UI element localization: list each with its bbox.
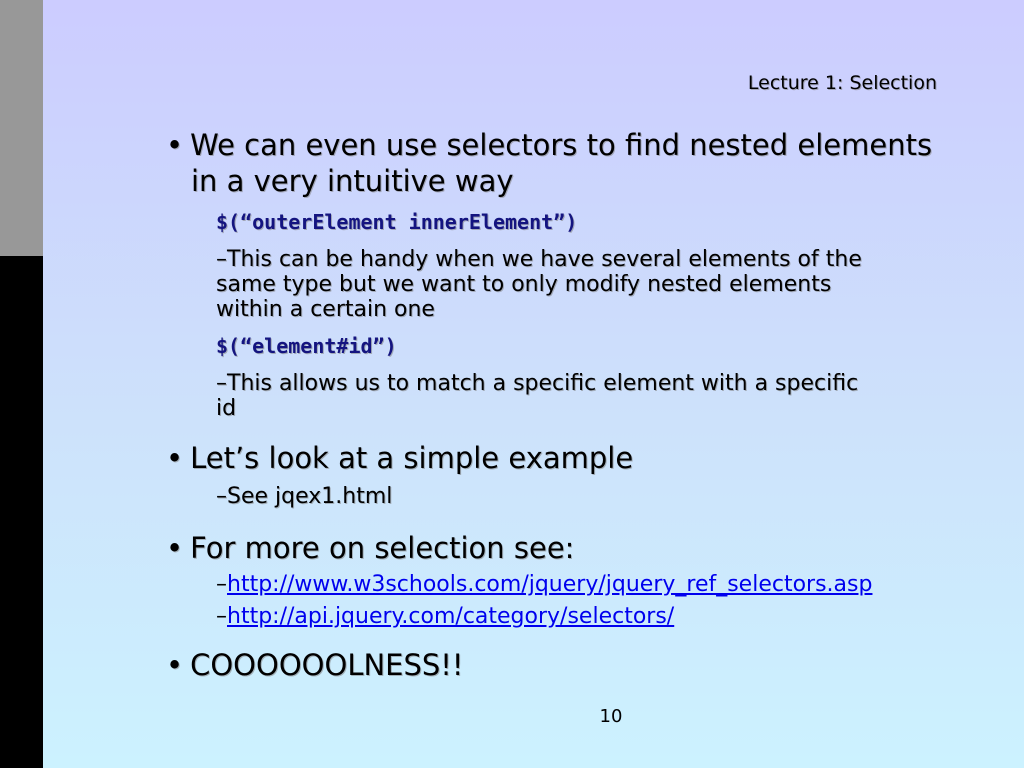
sub-bullet-line: –This allows us to match a specific element with a specific <box>216 371 859 396</box>
left-bar-black <box>0 256 43 768</box>
bullet-simple-example <box>166 440 633 476</box>
page-number: 10 <box>599 706 623 727</box>
link-item-w3schools <box>216 572 872 597</box>
bullet-symbol: • <box>166 648 184 682</box>
slide-header: Lecture 1: Selection <box>747 72 937 94</box>
sub-bullet-handy <box>216 247 862 322</box>
bullet-symbol: • <box>166 128 184 162</box>
left-bar-gray <box>0 0 43 256</box>
bullet-coolness <box>166 647 464 683</box>
bullet-symbol: • <box>166 441 184 475</box>
jquery-api-link[interactable]: http://api.jquery.com/category/selectors/ <box>227 604 675 629</box>
bullet-line: We can even use selectors to find nested elements <box>190 128 933 162</box>
bullet-nested-selectors <box>166 127 932 199</box>
link-item-jquery-api <box>216 604 674 629</box>
bullet-line: COOOOOOLNESS!! <box>190 648 464 682</box>
bullet-line: in a very intuitive way <box>191 164 514 198</box>
bullet-symbol: • <box>166 531 184 565</box>
w3schools-link[interactable]: http://www.w3schools.com/jquery/jquery_ref_selectors.asp <box>227 572 873 597</box>
sub-bullet-line: –This can be handy when we have several elements of the <box>216 247 862 272</box>
code-element-id: $(“element#id”) <box>216 334 397 358</box>
bullet-more-selection <box>166 530 574 566</box>
link-dash: – <box>216 572 227 597</box>
code-outer-inner: $(“outerElement innerElement”) <box>216 210 578 234</box>
sub-bullet-specific-id <box>216 371 858 421</box>
link-dash: – <box>216 604 227 629</box>
sub-bullet-line: id <box>216 396 237 421</box>
sub-bullet-see-jqex1: –See jqex1.html <box>216 484 393 509</box>
bullet-line: Let’s look at a simple example <box>190 441 634 475</box>
sub-bullet-line: same type but we want to only modify nested elements <box>216 272 832 297</box>
sub-bullet-line: within a certain one <box>216 297 435 322</box>
bullet-line: For more on selection see: <box>190 531 575 565</box>
